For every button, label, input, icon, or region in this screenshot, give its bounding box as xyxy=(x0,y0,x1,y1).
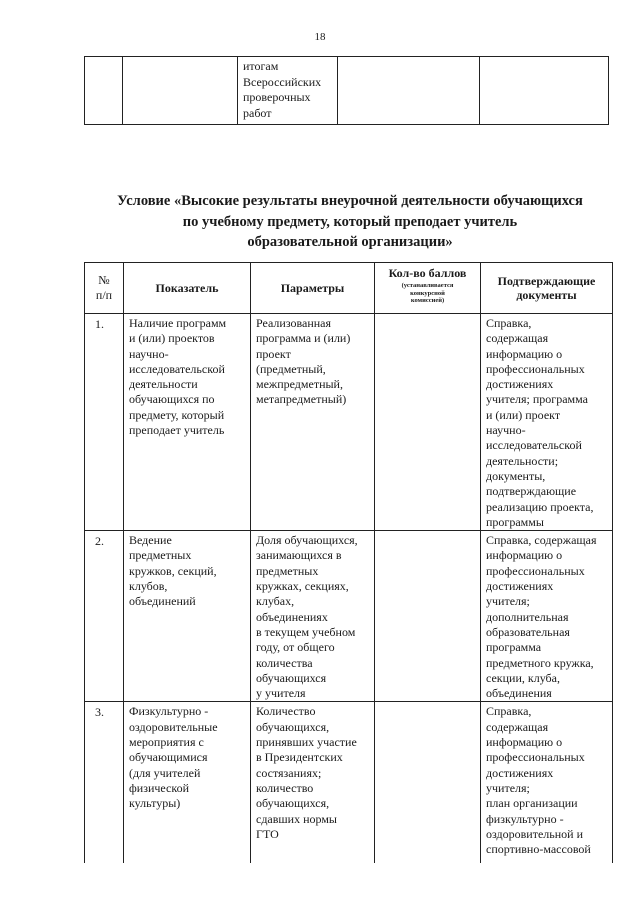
header-parameters: Параметры xyxy=(251,263,375,314)
header-number: № п/п xyxy=(85,263,124,314)
criteria-table xyxy=(84,262,613,863)
header-points: Кол-во баллов (устанавливается конкурсной комиссией) xyxy=(375,263,481,314)
documents-cell: Справка, содержащая информацию о профессиональных достижениях учителя; дополнительная образовательная программа предметного кружка, секции, клуба, объединения xyxy=(481,531,613,702)
indicator-cell xyxy=(123,57,238,125)
documents-cell: Справка, содержащая информацию о профессиональных достижениях учителя; программа и (или) проект научно- исследовательской деятельности; документы, подтверждающие реализацию проекта, программы xyxy=(481,314,613,531)
documents-cell xyxy=(480,57,609,125)
indicator-cell: Физкультурно - оздоровительные мероприятия с обучающимися (для учителей физической культуры) xyxy=(124,702,251,864)
indicator-cell: Ведение предметных кружков, секций, клубов, объединений xyxy=(124,531,251,702)
table-row xyxy=(85,314,613,531)
parameters-cell: итогам Всероссийских проверочных работ xyxy=(238,57,338,125)
table-row xyxy=(85,702,613,864)
documents-cell: Справка, содержащая информацию о профессиональных достижениях учителя; план организации физкультурно - оздоровительной и спортивно-массовой xyxy=(481,702,613,864)
indicator-cell: Наличие программ и (или) проектов научно- исследовательской деятельности обучающихся по предмету, который преподает учитель xyxy=(124,314,251,531)
continuation-table xyxy=(84,56,609,125)
row-number: 1. xyxy=(85,314,124,531)
row-number: 2. xyxy=(85,531,124,702)
header-documents: Подтверждающие документы xyxy=(481,263,613,314)
points-cell xyxy=(375,531,481,702)
table-row xyxy=(85,57,609,125)
header-indicator: Показатель xyxy=(124,263,251,314)
table-header-row xyxy=(85,263,613,314)
points-cell xyxy=(375,314,481,531)
number-cell xyxy=(85,57,123,125)
table-row xyxy=(85,531,613,702)
parameters-cell: Количество обучающихся, принявших участие в Президентских состязаниях; количество обучающихся, сдавших нормы ГТО xyxy=(251,702,375,864)
row-number: 3. xyxy=(85,702,124,864)
parameters-cell: Реализованная программа и (или) проект (предметный, межпредметный, метапредметный) xyxy=(251,314,375,531)
parameters-cell: Доля обучающихся, занимающихся в предметных кружках, секциях, клубах, объединениях в текущем учебном году, от общего количества обучающихся у учителя xyxy=(251,531,375,702)
page-number: 18 xyxy=(314,31,326,43)
points-cell xyxy=(375,702,481,864)
header-points-note: (устанавливается конкурсной комиссией) xyxy=(401,282,454,304)
condition-title: Условие «Высокие результаты внеурочной деятельности обучающихся по учебному предмету, который преподает учитель образовательной организации» xyxy=(117,193,583,250)
points-cell xyxy=(338,57,480,125)
